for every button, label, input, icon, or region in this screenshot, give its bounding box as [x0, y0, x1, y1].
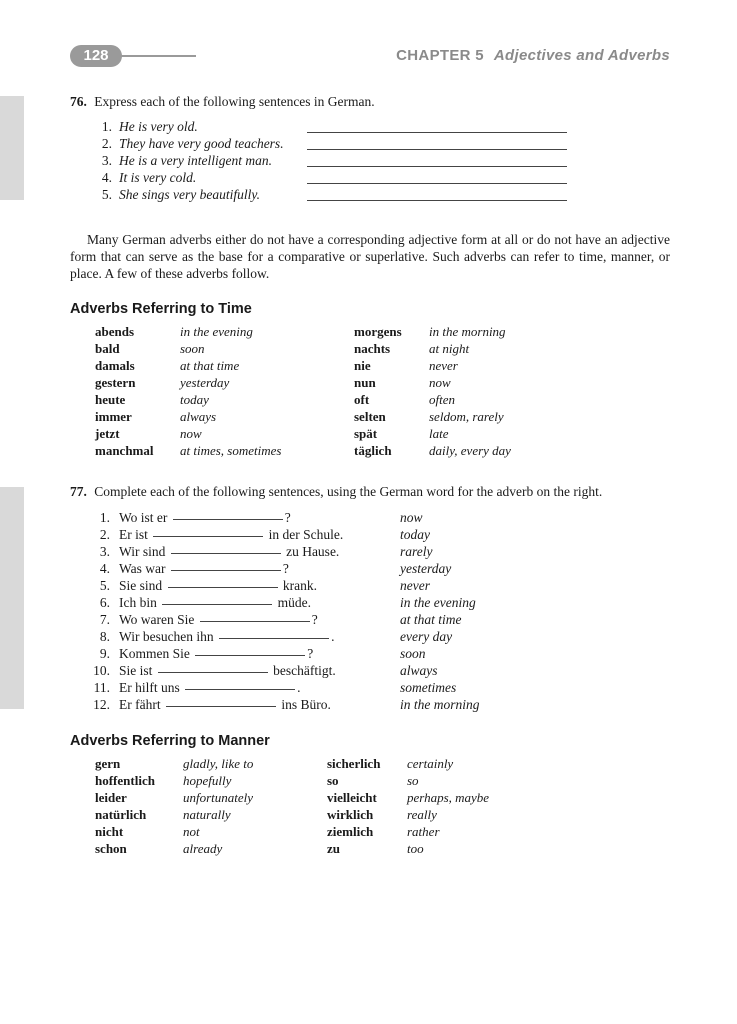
margin-tab-top [0, 96, 24, 200]
german-word: hoffentlich [95, 773, 155, 788]
german-word: manchmal [95, 443, 154, 458]
english-meaning: daily, every day [429, 443, 511, 458]
sentence-start: Sie ist [119, 663, 153, 678]
english-meaning: too [407, 841, 424, 856]
english-meaning: really [407, 807, 437, 822]
german-word: natürlich [95, 807, 147, 822]
exercise-number: 76. [70, 94, 87, 109]
answer-blank [185, 689, 295, 690]
sentence-start: Was war [119, 561, 166, 576]
item-number: 5. [101, 187, 112, 202]
item-number: 4. [99, 561, 110, 576]
exercise-instruction: Complete each of the following sentences, using the German word for the adverb on the right. [94, 484, 603, 499]
exercise-number: 77. [70, 484, 87, 499]
english-meaning: in the evening [180, 324, 253, 339]
sentence-start: Wir sind [119, 544, 166, 559]
german-word: leider [95, 790, 127, 805]
english-meaning: hopefully [183, 773, 232, 788]
sentence-end: krank. [282, 578, 318, 593]
sentence-end: zu Hause. [286, 544, 340, 559]
german-word: nachts [354, 341, 391, 356]
chapter-label: CHAPTER 5 [396, 47, 484, 64]
german-word: zu [327, 841, 340, 856]
answer-blank [171, 553, 281, 554]
english-meaning: soon [180, 341, 205, 356]
answer-blank [171, 570, 281, 571]
sentence-start: Er hilft uns [119, 680, 180, 695]
english-meaning: now [180, 426, 202, 441]
answer-blank [219, 638, 329, 639]
answer-blank [158, 672, 268, 673]
english-meaning: so [407, 773, 419, 788]
answer-line [307, 132, 567, 133]
adverb-hint: now [400, 510, 423, 525]
sentence-end: in der Schule. [268, 527, 344, 542]
item-text: She sings very beautifully. [119, 187, 260, 202]
sentence-end: ? [307, 646, 314, 661]
sentence-start: Wo ist er [119, 510, 168, 525]
english-meaning: naturally [183, 807, 231, 822]
german-word: damals [95, 358, 135, 373]
german-word: nie [354, 358, 371, 373]
answer-line [307, 183, 567, 184]
item-text: He is very old. [119, 119, 198, 134]
german-word: ziemlich [327, 824, 374, 839]
sentence-end: ? [311, 612, 318, 627]
item-text: They have very good teachers. [119, 136, 284, 151]
sentence-start: Wir besuchen ihn [119, 629, 214, 644]
english-meaning: yesterday [180, 375, 230, 390]
answer-line [307, 166, 567, 167]
german-word: jetzt [95, 426, 120, 441]
adverb-hint: today [400, 527, 430, 542]
item-number: 2. [99, 527, 110, 542]
german-word: gestern [95, 375, 136, 390]
english-meaning: perhaps, maybe [407, 790, 490, 805]
adverb-hint: rarely [400, 544, 433, 559]
answer-blank [162, 604, 272, 605]
sentence-start: Kommen Sie [119, 646, 190, 661]
german-word: wirklich [327, 807, 374, 822]
english-meaning: often [429, 392, 455, 407]
german-word: schon [95, 841, 127, 856]
sentence-end: . [297, 680, 301, 695]
sentence-start: Er ist [119, 527, 148, 542]
adverb-hint: always [400, 663, 438, 678]
header-rule [120, 55, 196, 57]
answer-line [307, 200, 567, 201]
section-heading-time: Adverbs Referring to Time [70, 301, 252, 317]
english-meaning: seldom, rarely [429, 409, 504, 424]
english-meaning: unfortunately [183, 790, 254, 805]
sentence-start: Sie sind [119, 578, 163, 593]
item-number: 4. [101, 170, 112, 185]
english-meaning: not [183, 824, 200, 839]
adverb-hint: at that time [400, 612, 462, 627]
chapter-title: Adjectives and Adverbs [493, 47, 670, 64]
german-word: nicht [95, 824, 124, 839]
section-heading-manner: Adverbs Referring to Manner [70, 733, 270, 749]
item-number: 6. [99, 595, 110, 610]
sentence-start: Er fährt [119, 697, 161, 712]
page-number: 128 [70, 45, 122, 67]
exercise-76-heading [70, 94, 375, 110]
german-word: abends [95, 324, 135, 339]
german-word: nun [354, 375, 376, 390]
exercise-instruction: Express each of the following sentences in German. [94, 94, 375, 109]
item-number: 1. [101, 119, 112, 134]
english-meaning: at that time [180, 358, 240, 373]
item-number: 1. [99, 510, 110, 525]
sentence-start: Wo waren Sie [119, 612, 195, 627]
german-word: täglich [354, 443, 392, 458]
answer-blank [173, 519, 283, 520]
adverb-hint: yesterday [400, 561, 452, 576]
sentence-end: ins Büro. [281, 697, 331, 712]
german-word: so [327, 773, 339, 788]
german-word: oft [354, 392, 370, 407]
item-number: 11. [93, 680, 110, 695]
german-word: gern [95, 756, 121, 771]
german-word: bald [95, 341, 120, 356]
item-number: 12. [93, 697, 110, 712]
adverb-hint: every day [400, 629, 453, 644]
sentence-end: müde. [277, 595, 311, 610]
adverb-hint: in the morning [400, 697, 480, 712]
adverb-hint: in the evening [400, 595, 476, 610]
intro-paragraph: Many German adverbs either do not have a corresponding adjective form at all or do not have an adjective form that can serve as the base for a comparative or superlative. Such adverbs can refer to time, manner, or place. A few of these adverbs follow. [70, 232, 670, 281]
english-meaning: certainly [407, 756, 454, 771]
item-text: It is very cold. [119, 170, 197, 185]
english-meaning: today [180, 392, 209, 407]
english-meaning: gladly, like to [183, 756, 254, 771]
item-number: 7. [99, 612, 110, 627]
german-word: vielleicht [327, 790, 377, 805]
german-word: heute [95, 392, 126, 407]
english-meaning: late [429, 426, 449, 441]
german-word: sicherlich [327, 756, 381, 771]
item-number: 10. [93, 663, 110, 678]
answer-blank [166, 706, 276, 707]
english-meaning: at night [429, 341, 470, 356]
item-number: 8. [99, 629, 110, 644]
english-meaning: always [180, 409, 217, 424]
answer-blank [200, 621, 310, 622]
sentence-end: ? [282, 561, 289, 576]
sentence-start: Ich bin [119, 595, 157, 610]
german-word: selten [354, 409, 386, 424]
answer-blank [168, 587, 278, 588]
margin-tab-middle [0, 487, 24, 709]
sentence-end: . [331, 629, 335, 644]
german-word: immer [95, 409, 132, 424]
answer-blank [153, 536, 263, 537]
answer-line [307, 149, 567, 150]
exercise-77-heading [70, 484, 602, 500]
running-header [396, 47, 670, 64]
english-meaning: never [429, 358, 458, 373]
sentence-end: beschäftigt. [273, 663, 336, 678]
sentence-end: ? [284, 510, 291, 525]
item-number: 9. [99, 646, 110, 661]
english-meaning: now [429, 375, 451, 390]
item-number: 5. [99, 578, 110, 593]
german-word: morgens [354, 324, 402, 339]
item-number: 2. [101, 136, 112, 151]
item-number: 3. [101, 153, 112, 168]
adverb-hint: sometimes [400, 680, 457, 695]
item-text: He is a very intelligent man. [119, 153, 272, 168]
answer-blank [195, 655, 305, 656]
english-meaning: at times, sometimes [180, 443, 282, 458]
adverb-hint: never [400, 578, 430, 593]
english-meaning: in the morning [429, 324, 506, 339]
english-meaning: rather [407, 824, 440, 839]
item-number: 3. [99, 544, 110, 559]
adverb-hint: soon [400, 646, 426, 661]
german-word: spät [354, 426, 378, 441]
english-meaning: already [183, 841, 223, 856]
